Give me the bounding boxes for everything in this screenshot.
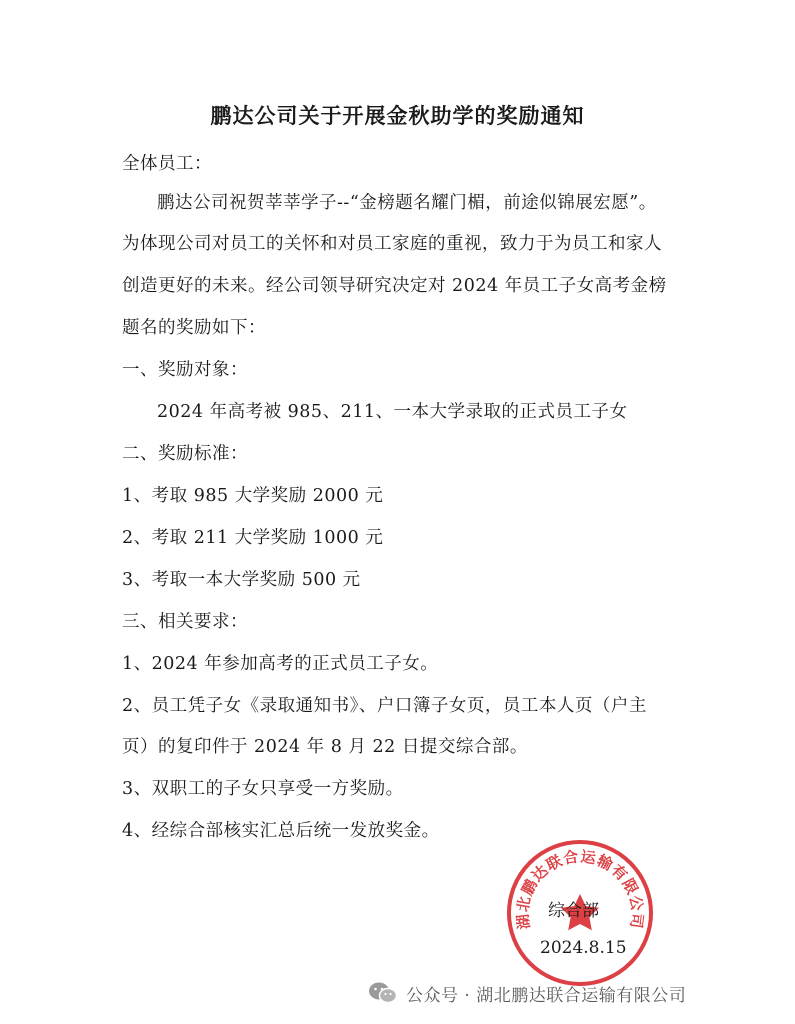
wechat-footer — [368, 978, 686, 1008]
intro-line-2: 为体现公司对员工的关怀和对员工家庭的重视，致力于为员工和家人 — [122, 234, 662, 254]
seal-text: 湖北鹏达联合运输有限公司 — [513, 847, 647, 931]
requirement-item-3: 3、双职工的子女只享受一方奖励。 — [122, 779, 404, 799]
reward-item-2: 2、考取 211 大学奖励 1000 元 — [122, 528, 384, 548]
signature-department: 综合部 — [548, 901, 599, 921]
section-3-heading: 三、相关要求： — [122, 612, 248, 632]
wechat-icon — [368, 981, 398, 1005]
notice-title: 鹏达公司关于开展金秋助学的奖励通知 — [210, 104, 585, 128]
intro-line-4: 题名的奖励如下： — [122, 318, 266, 338]
requirement-item-1: 1、2024 年参加高考的正式员工子女。 — [122, 654, 439, 674]
requirement-item-4: 4、经综合部核实汇总后统一发放奖金。 — [122, 821, 440, 841]
reward-item-3: 3、考取一本大学奖励 500 元 — [122, 570, 361, 590]
section-1-content: 2024 年高考被 985、211、一本大学录取的正式员工子女 — [157, 402, 628, 422]
requirement-item-2-line-2: 页）的复印件于 2024 年 8 月 22 日提交综合部。 — [122, 737, 528, 757]
salutation: 全体员工： — [122, 154, 212, 174]
signature-date: 2024.8.15 — [540, 938, 627, 958]
section-1-heading: 一、奖励对象： — [122, 360, 248, 380]
reward-item-1: 1、考取 985 大学奖励 2000 元 — [122, 486, 384, 506]
requirement-item-2-line-1: 2、员工凭子女《录取通知书》、户口簿子女页，员工本人页（户主 — [122, 696, 647, 716]
footer-text: 公众号 · 湖北鹏达联合运输有限公司 — [406, 985, 687, 1006]
intro-line-3: 创造更好的未来。经公司领导研究决定对 2024 年员工子女高考金榜 — [122, 276, 667, 296]
section-2-heading: 二、奖励标准： — [122, 444, 248, 464]
intro-line-1: 鹏达公司祝贺莘莘学子--“金榜题名耀门楣，前途似锦展宏愿”。 — [157, 193, 657, 213]
